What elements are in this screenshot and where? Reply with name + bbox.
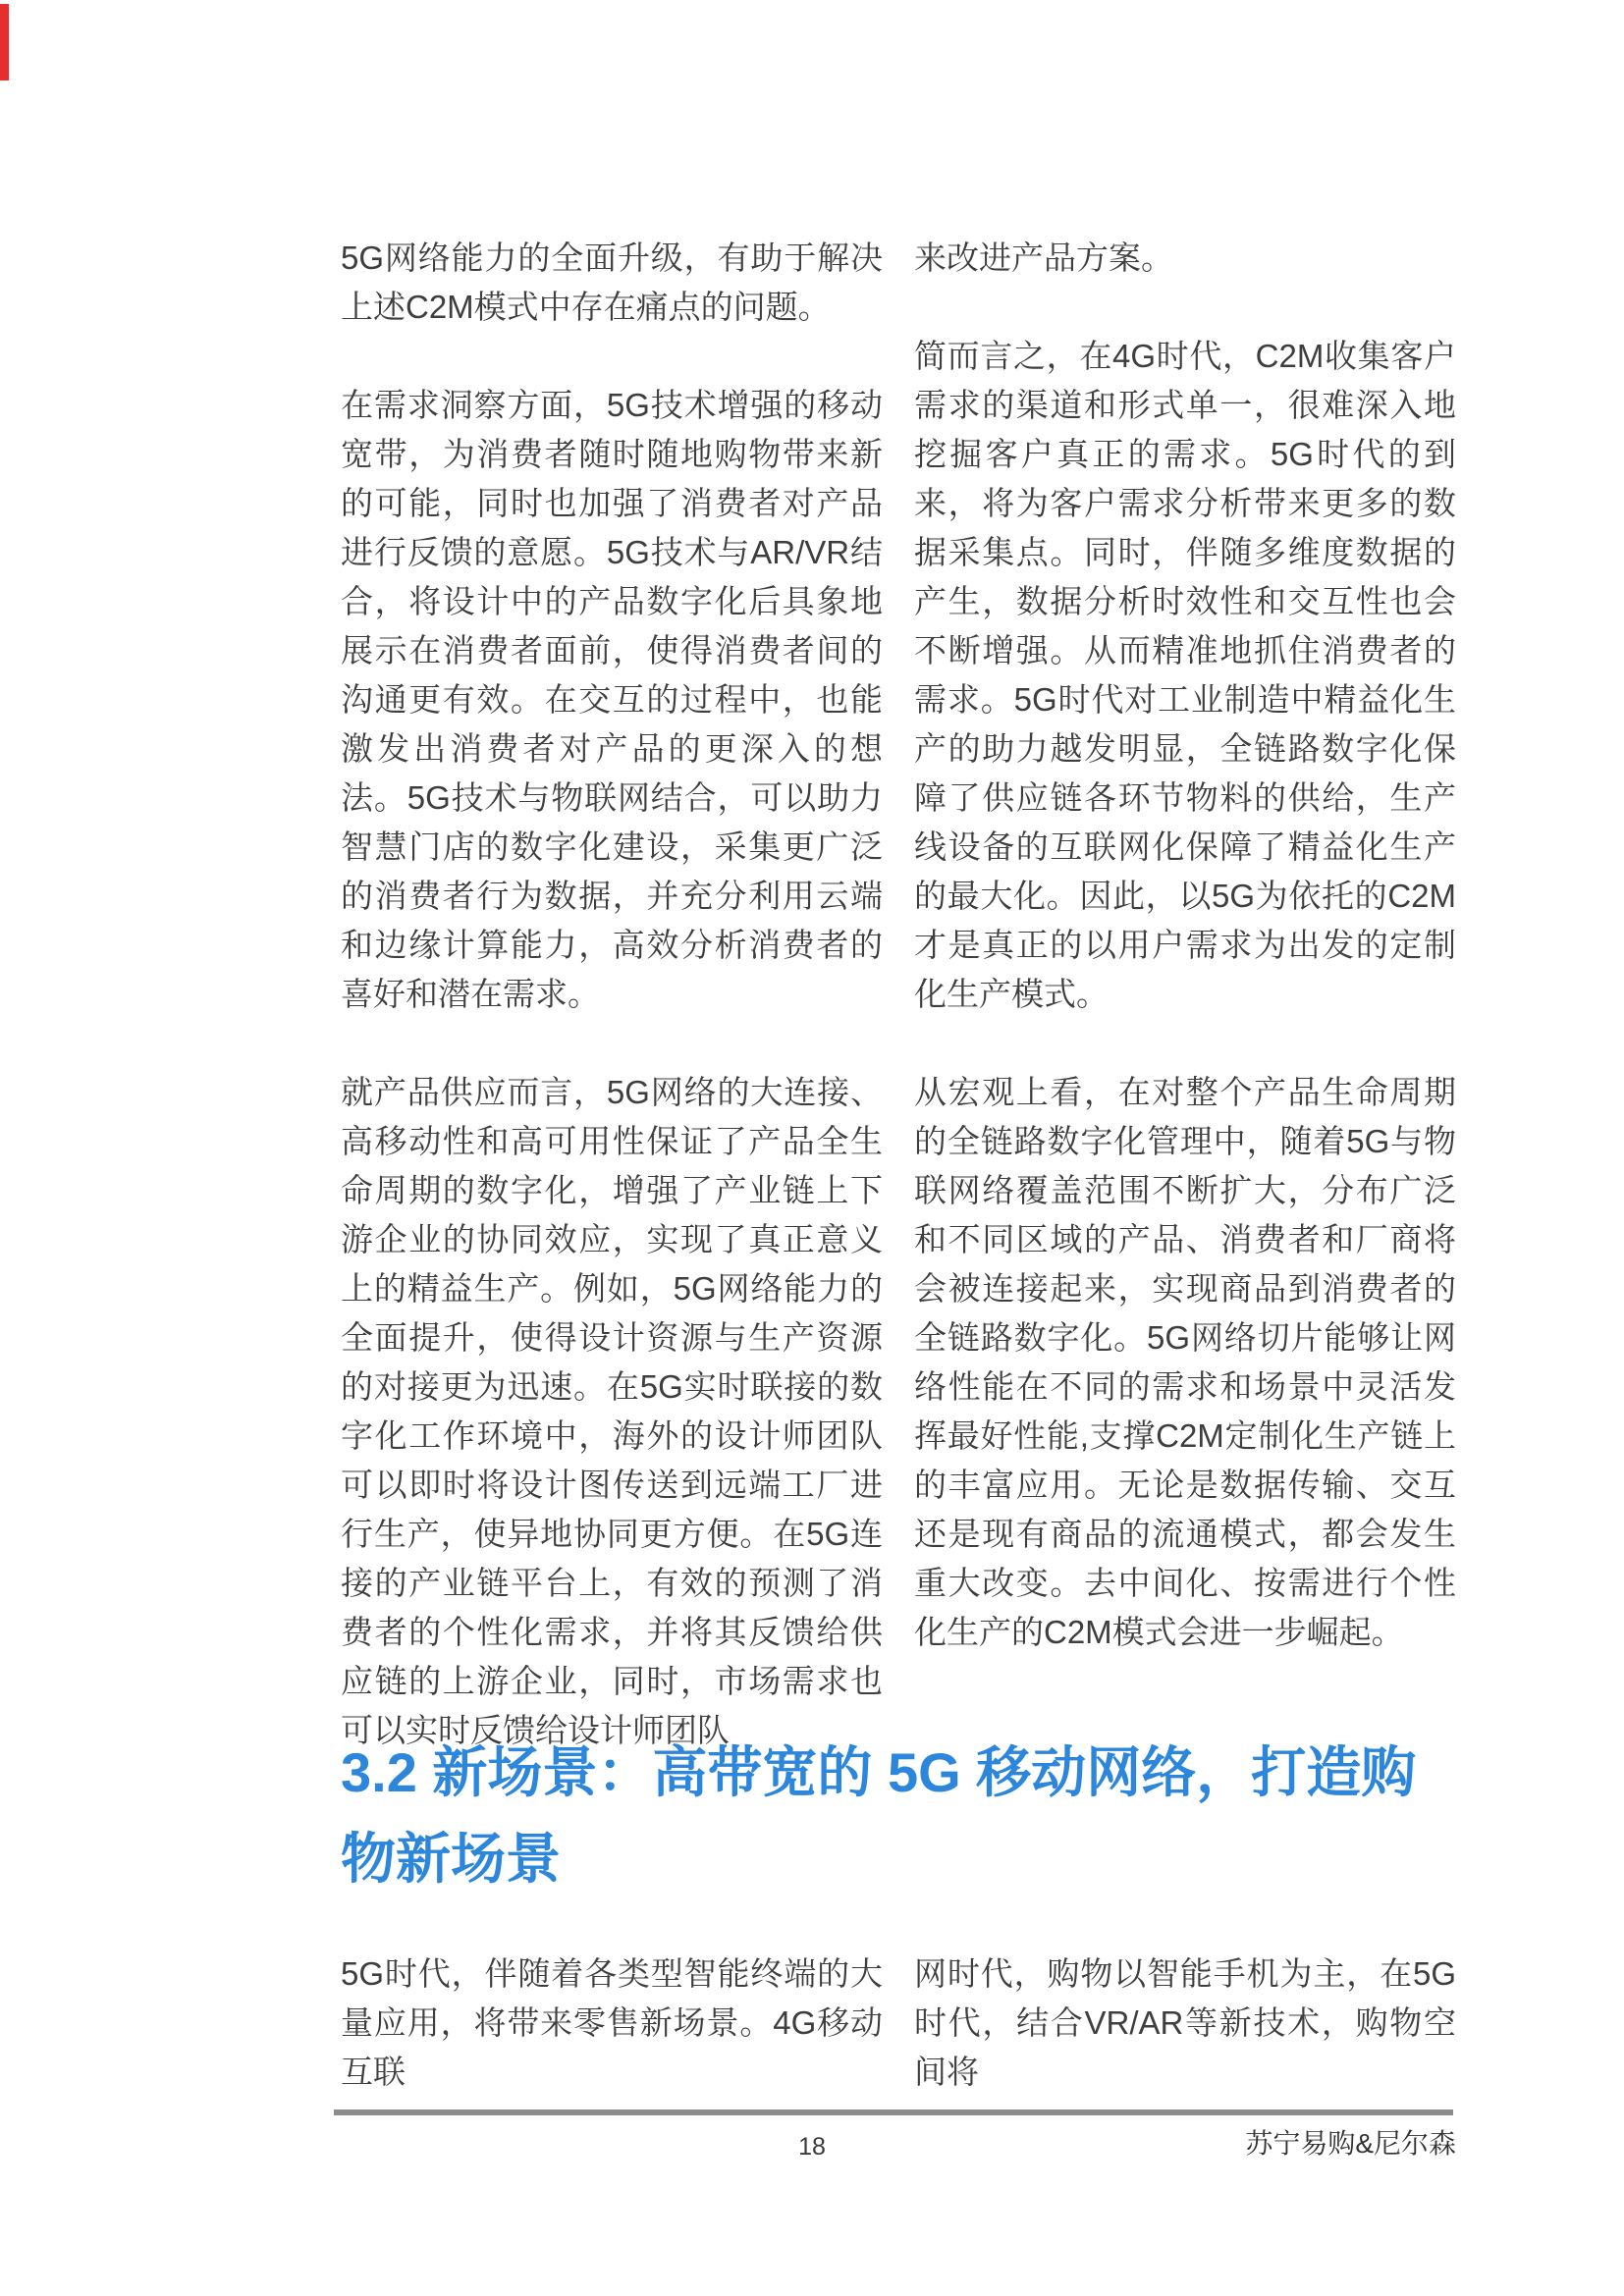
section-heading: 3.2 新场景：高带宽的 5G 移动网络，打造购物新场景 xyxy=(341,1741,1417,1890)
paragraph: 来改进产品方案。 xyxy=(914,240,1173,276)
footer-brand: 苏宁易购&尼尔森 xyxy=(1245,2128,1456,2159)
body-column-right-continued xyxy=(914,1949,1456,2097)
paragraph: 网时代，购物以智能手机为主，在5G时代，结合VR/AR等新技术，购物空间将 xyxy=(914,1955,1456,2090)
footer-divider xyxy=(334,2109,1453,2115)
body-column-right xyxy=(914,234,1456,1657)
body-column-left xyxy=(341,234,883,1755)
body-column-left-continued xyxy=(341,1949,883,2097)
paragraph: 5G网络能力的全面升级，有助于解决上述C2M模式中存在痛点的问题。 xyxy=(341,240,883,325)
paragraph: 就产品供应而言，5G网络的大连接、高移动性和高可用性保证了产品全生命周期的数字化，增强了产业链上下游企业的协同效应，实现了真正意义上的精益生产。例如，5G网络能力的全面提升，使得设计资源与生产资源的对接更为迅速。在5G实时联接的数字化工作环境中，海外的设计师团队可以即时将设计图传送到远端工厂进行生产，使异地协同更方便。在5G连接的产业链平台上，有效的预测了消费者的个性化需求，并将其反馈给供应链的上游企业，同时，市场需求也可以实时反馈给设计师团队 xyxy=(341,1074,883,1748)
paragraph: 从宏观上看，在对整个产品生命周期的全链路数字化管理中，随着5G与物联网络覆盖范围不断扩大，分布广泛和不同区域的产品、消费者和厂商将会被连接起来，实现商品到消费者的全链路数字化。5G网络切片能够让网络性能在不同的需求和场景中灵活发挥最好性能,支撑C2M定制化生产链上的丰富应用。无论是数据传输、交互还是现有商品的流通模式，都会发生重大改变。去中间化、按需进行个性化生产的C2M模式会进一步崛起。 xyxy=(914,1074,1456,1650)
paragraph: 5G时代，伴随着各类型智能终端的大量应用，将带来零售新场景。4G移动互联 xyxy=(341,1955,883,2090)
page-number: 18 xyxy=(798,2133,826,2161)
paragraph: 在需求洞察方面，5G技术增强的移动宽带，为消费者随时随地购物带来新的可能，同时也加强了消费者对产品进行反馈的意愿。5G技术与AR/VR结合，将设计中的产品数字化后具象地展示在消费者面前，使得消费者间的沟通更有效。在交互的过程中，也能激发出消费者对产品的更深入的想法。5G技术与物联网结合，可以助力智慧门店的数字化建设，采集更广泛的消费者行为数据，并充分利用云端和边缘计算能力，高效分析消费者的喜好和潜在需求。 xyxy=(341,387,883,1012)
paragraph: 简而言之，在4G时代，C2M收集客户需求的渠道和形式单一，很难深入地挖掘客户真正的需求。5G时代的到来，将为客户需求分析带来更多的数据采集点。同时，伴随多维度数据的产生，数据分析时效性和交互性也会不断增强。从而精准地抓住消费者的需求。5G时代对工业制造中精益化生产的助力越发明显，全链路数字化保障了供应链各环节物料的供给，生产线设备的互联网化保障了精益化生产的最大化。因此，以5G为依托的C2M才是真正的以用户需求为出发的定制化生产模式。 xyxy=(914,338,1456,1012)
corner-mark xyxy=(0,4,9,80)
